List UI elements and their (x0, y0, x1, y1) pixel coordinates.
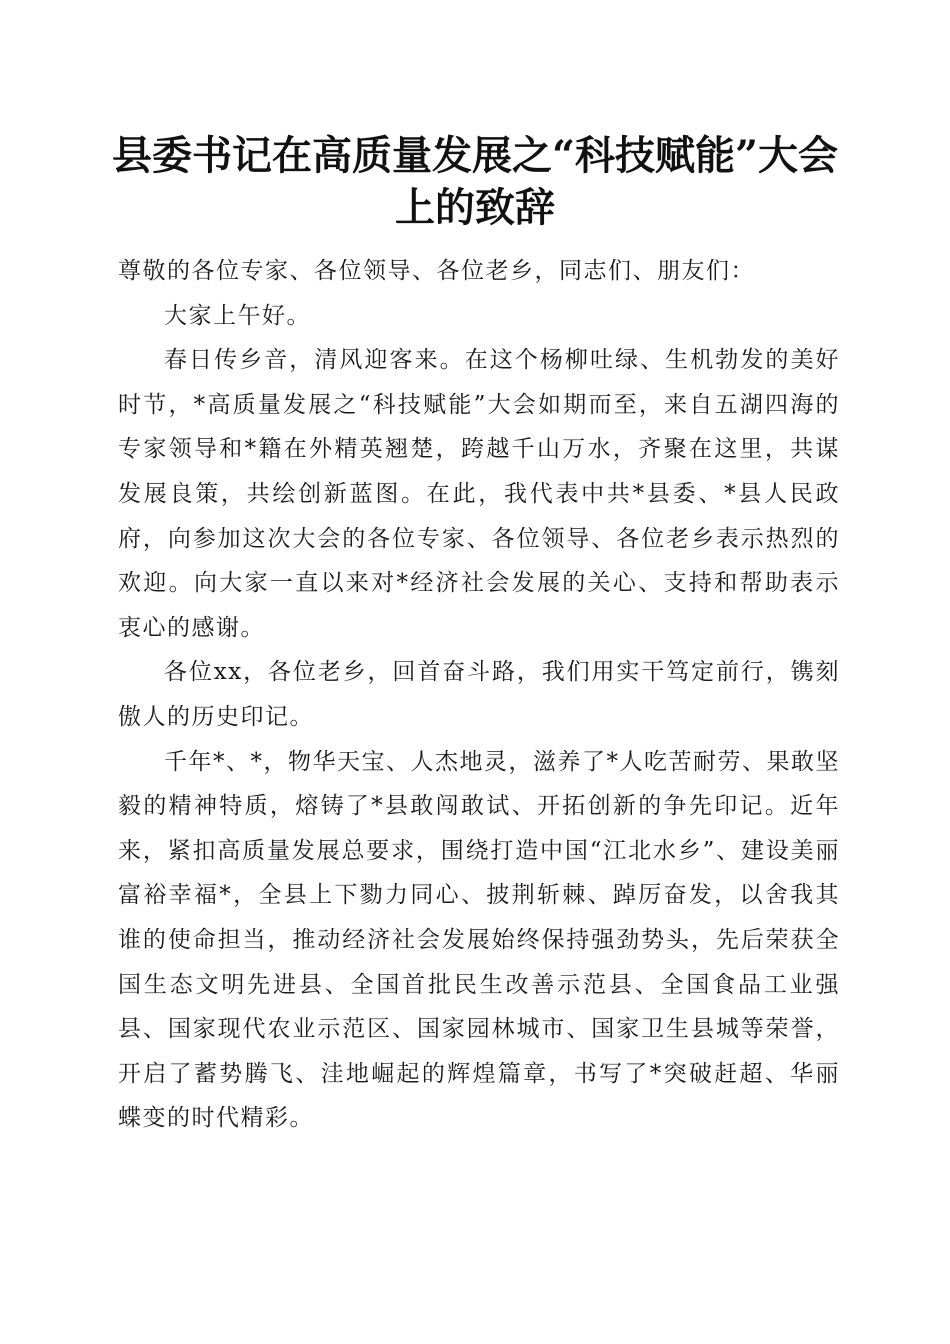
body-paragraph: 千年*、*，物华天宝、人杰地灵，滋养了*人吃苦耐劳、果敢坚毅的精神特质，熔铸了*县敢闯敢试、开拓创新的争先印记。近年来，紧扣高质量发展总要求，围绕打造中国“江北水乡”、建设美丽富裕幸福*，全县上下勠力同心、披荆斩棘、踔厉奋发，以舍我其谁的使命担当，推动经济社会发展始终保持强劲势头，先后荣获全国生态文明先进县、全国首批民生改善示范县、全国食品工业强县、国家现代农业示范区、国家园林城市、国家卫生县城等荣誉，开启了蓄势腾飞、洼地崛起的辉煌篇章，书写了*突破赶超、华丽蝶变的时代精彩。 (118, 748, 840, 1132)
document-body (118, 249, 840, 1141)
salutation-paragraph: 尊敬的各位专家、各位领导、各位老乡，同志们、朋友们： (118, 258, 755, 284)
body-paragraph: 春日传乡音，清风迎客来。在这个杨柳吐绿、生机勃发的美好时节，*高质量发展之“科技赋能”大会如期而至，来自五湖四海的专家领导和*籍在外精英翘楚，跨越千山万水，齐聚在这里，共谋发展良策，共绘创新蓝图。在此，我代表中共*县委、*县人民政府，向参加这次大会的各位专家、各位领导、各位老乡表示热烈的欢迎。向大家一直以来对*经济社会发展的关心、支持和帮助表示衷心的感谢。 (118, 347, 840, 641)
document-title: 县委书记在高质量发展之“科技赋能”大会上的致辞 (111, 132, 838, 231)
greeting-paragraph: 大家上午好。 (164, 302, 311, 329)
body-paragraph: 各位xx，各位老乡，回首奋斗路，我们用实干笃定前行，镌刻傲人的历史印记。 (118, 659, 840, 730)
